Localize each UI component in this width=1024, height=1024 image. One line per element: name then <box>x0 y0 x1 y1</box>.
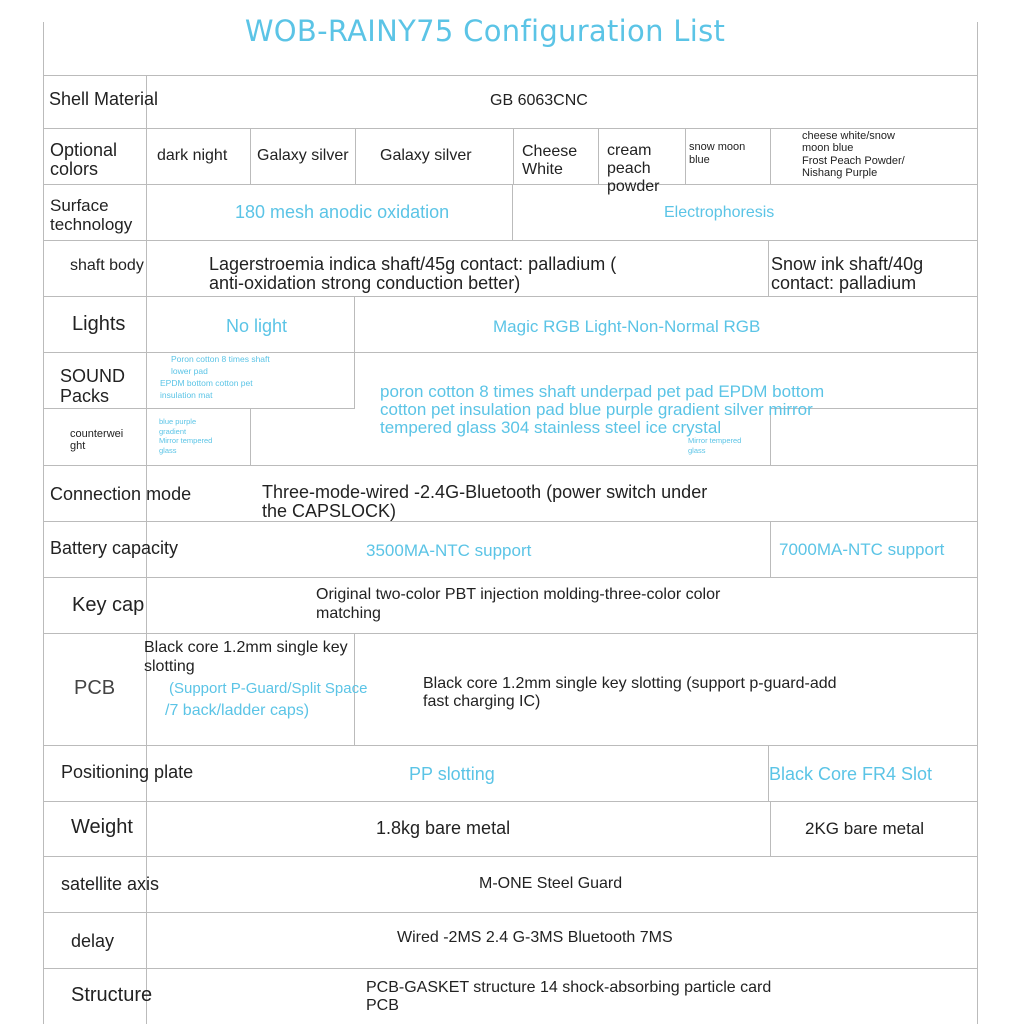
color-option-cheese-white-2: White <box>522 161 563 178</box>
value-shell-material: GB 6063CNC <box>490 92 588 109</box>
label-pcb: PCB <box>74 677 116 699</box>
value-magic-rgb: Magic RGB Light-Non-Normal RGB <box>493 317 761 336</box>
grid-line <box>770 128 771 184</box>
label-surface-1: Surface <box>50 196 109 215</box>
label-sound-2: Packs <box>60 386 110 406</box>
counterweight-right-1: Mirror tempered <box>688 436 742 445</box>
value-structure-1: PCB-GASKET structure 14 shock-absorbing particle card <box>366 979 772 996</box>
sound-small-4: insulation mat <box>160 390 213 400</box>
color-option-mixed-2: moon blue <box>802 142 854 154</box>
value-pcb-left-1: Black core 1.2mm single key <box>144 639 348 656</box>
value-surface-anodic: 180 mesh anodic oxidation <box>235 202 450 222</box>
color-option-dark-night: dark night <box>157 147 228 164</box>
color-option-cream-peach-2: peach <box>607 160 651 177</box>
value-battery-3500: 3500MA-NTC support <box>366 541 532 560</box>
label-weight: Weight <box>71 816 133 838</box>
label-lights: Lights <box>72 313 126 335</box>
color-option-galaxy-silver-2: Galaxy silver <box>380 147 472 164</box>
value-shaft-1a: Lagerstroemia indica shaft/45g contact: palladium ( <box>209 254 617 274</box>
sound-small-3: EPDM bottom cotton pet <box>160 378 253 388</box>
sound-big-2: cotton pet insulation pad blue purple gradient silver mirror <box>380 400 813 419</box>
grid-line <box>43 856 978 857</box>
color-option-mixed-1: cheese white/snow <box>802 130 895 142</box>
label-positioning-plate: Positioning plate <box>61 762 194 782</box>
grid-line <box>598 128 599 184</box>
value-delay: Wired -2MS 2.4 G-3MS Bluetooth 7MS <box>397 929 673 946</box>
grid-line <box>43 240 978 241</box>
color-option-snow-moon-1: snow moon <box>689 141 746 153</box>
label-structure: Structure <box>71 984 153 1006</box>
label-counterweight-1: counterwei <box>70 428 124 440</box>
grid-line <box>512 184 513 240</box>
counterweight-right-2: glass <box>688 446 706 455</box>
sound-small-1: Poron cotton 8 times shaft <box>171 354 270 364</box>
value-keycap-2: matching <box>316 605 381 622</box>
value-battery-7000: 7000MA-NTC support <box>779 540 945 559</box>
grid-line <box>768 240 769 296</box>
grid-line <box>355 128 356 184</box>
grid-line <box>43 633 978 634</box>
grid-line <box>513 128 514 184</box>
counterweight-small-1: blue purple <box>159 417 197 426</box>
grid-line <box>43 22 44 1024</box>
label-key-cap: Key cap <box>72 594 145 616</box>
label-sound-1: SOUND <box>60 366 126 386</box>
grid-line <box>155 408 355 409</box>
grid-line <box>43 577 978 578</box>
value-weight-2: 2KG bare metal <box>805 819 925 838</box>
grid-line <box>43 352 978 353</box>
value-pcb-right-2: fast charging IC) <box>423 693 541 710</box>
sound-big-3: tempered glass 304 stainless steel ice crystal <box>380 418 722 437</box>
color-option-cream-peach-1: cream <box>607 142 652 159</box>
grid-line <box>354 352 355 408</box>
counterweight-small-4: glass <box>159 446 177 455</box>
value-satellite-axis: M-ONE Steel Guard <box>479 875 623 892</box>
grid-line <box>250 408 251 465</box>
grid-line <box>43 521 978 522</box>
value-fr4-slot: Black Core FR4 Slot <box>769 764 933 784</box>
grid-line <box>43 745 978 746</box>
value-connection-2: the CAPSLOCK) <box>262 501 397 521</box>
value-keycap-1: Original two-color PBT injection molding-three-color color <box>316 586 721 603</box>
value-connection-1: Three-mode-wired -2.4G-Bluetooth (power switch under <box>262 482 708 502</box>
color-option-cheese-white-1: Cheese <box>522 143 578 160</box>
counterweight-small-2: gradient <box>159 427 187 436</box>
grid-line <box>43 465 978 466</box>
grid-line <box>685 128 686 184</box>
label-connection-mode: Connection mode <box>50 484 192 504</box>
grid-line <box>43 801 978 802</box>
value-shaft-2b: contact: palladium <box>771 273 917 293</box>
label-shaft-body: shaft body <box>70 257 144 274</box>
color-option-galaxy-silver-1: Galaxy silver <box>257 147 349 164</box>
color-option-snow-moon-2: blue <box>689 154 710 166</box>
value-pp-slotting: PP slotting <box>409 764 495 784</box>
label-optional-colors-1: Optional <box>50 140 118 160</box>
label-battery-capacity: Battery capacity <box>50 538 179 558</box>
grid-line <box>43 296 978 297</box>
label-optional-colors-2: colors <box>50 159 99 179</box>
value-pcb-left-3: (Support P-Guard/Split Space <box>169 680 368 697</box>
sound-big-1: poron cotton 8 times shaft underpad pet pad EPDM bottom <box>380 382 825 401</box>
grid-line <box>43 184 978 185</box>
grid-line <box>43 968 978 969</box>
value-pcb-left-4: /7 back/ladder caps) <box>165 702 310 719</box>
label-satellite-axis: satellite axis <box>61 874 160 894</box>
page-title: WOB-RAINY75 Configuration List <box>244 14 726 48</box>
value-structure-2: PCB <box>366 997 399 1014</box>
value-shaft-1b: anti-oxidation strong conduction better) <box>209 273 521 293</box>
grid-line <box>250 128 251 184</box>
grid-line <box>354 296 355 352</box>
color-option-cream-peach-3: powder <box>607 178 660 195</box>
counterweight-small-3: Mirror tempered <box>159 436 213 445</box>
color-option-mixed-4: Nishang Purple <box>802 167 878 179</box>
label-surface-2: technology <box>50 215 133 234</box>
value-pcb-right-1: Black core 1.2mm single key slotting (support p-guard-add <box>423 675 837 692</box>
value-weight-18: 1.8kg bare metal <box>376 818 511 838</box>
sound-small-2: lower pad <box>171 366 208 376</box>
grid-line <box>977 22 978 1024</box>
value-surface-electrophoresis: Electrophoresis <box>664 204 775 221</box>
grid-line <box>43 408 155 409</box>
label-shell-material: Shell Material <box>49 89 159 109</box>
grid-line <box>43 128 978 129</box>
grid-line <box>770 521 771 577</box>
grid-line <box>770 801 771 856</box>
grid-line <box>43 75 978 76</box>
value-pcb-left-2: slotting <box>144 658 195 675</box>
grid-line <box>43 912 978 913</box>
value-shaft-2a: Snow ink shaft/40g <box>771 254 924 274</box>
value-no-light: No light <box>226 316 288 336</box>
label-delay: delay <box>71 931 115 951</box>
color-option-mixed-3: Frost Peach Powder/ <box>802 155 905 167</box>
label-counterweight-2: ght <box>70 440 86 452</box>
